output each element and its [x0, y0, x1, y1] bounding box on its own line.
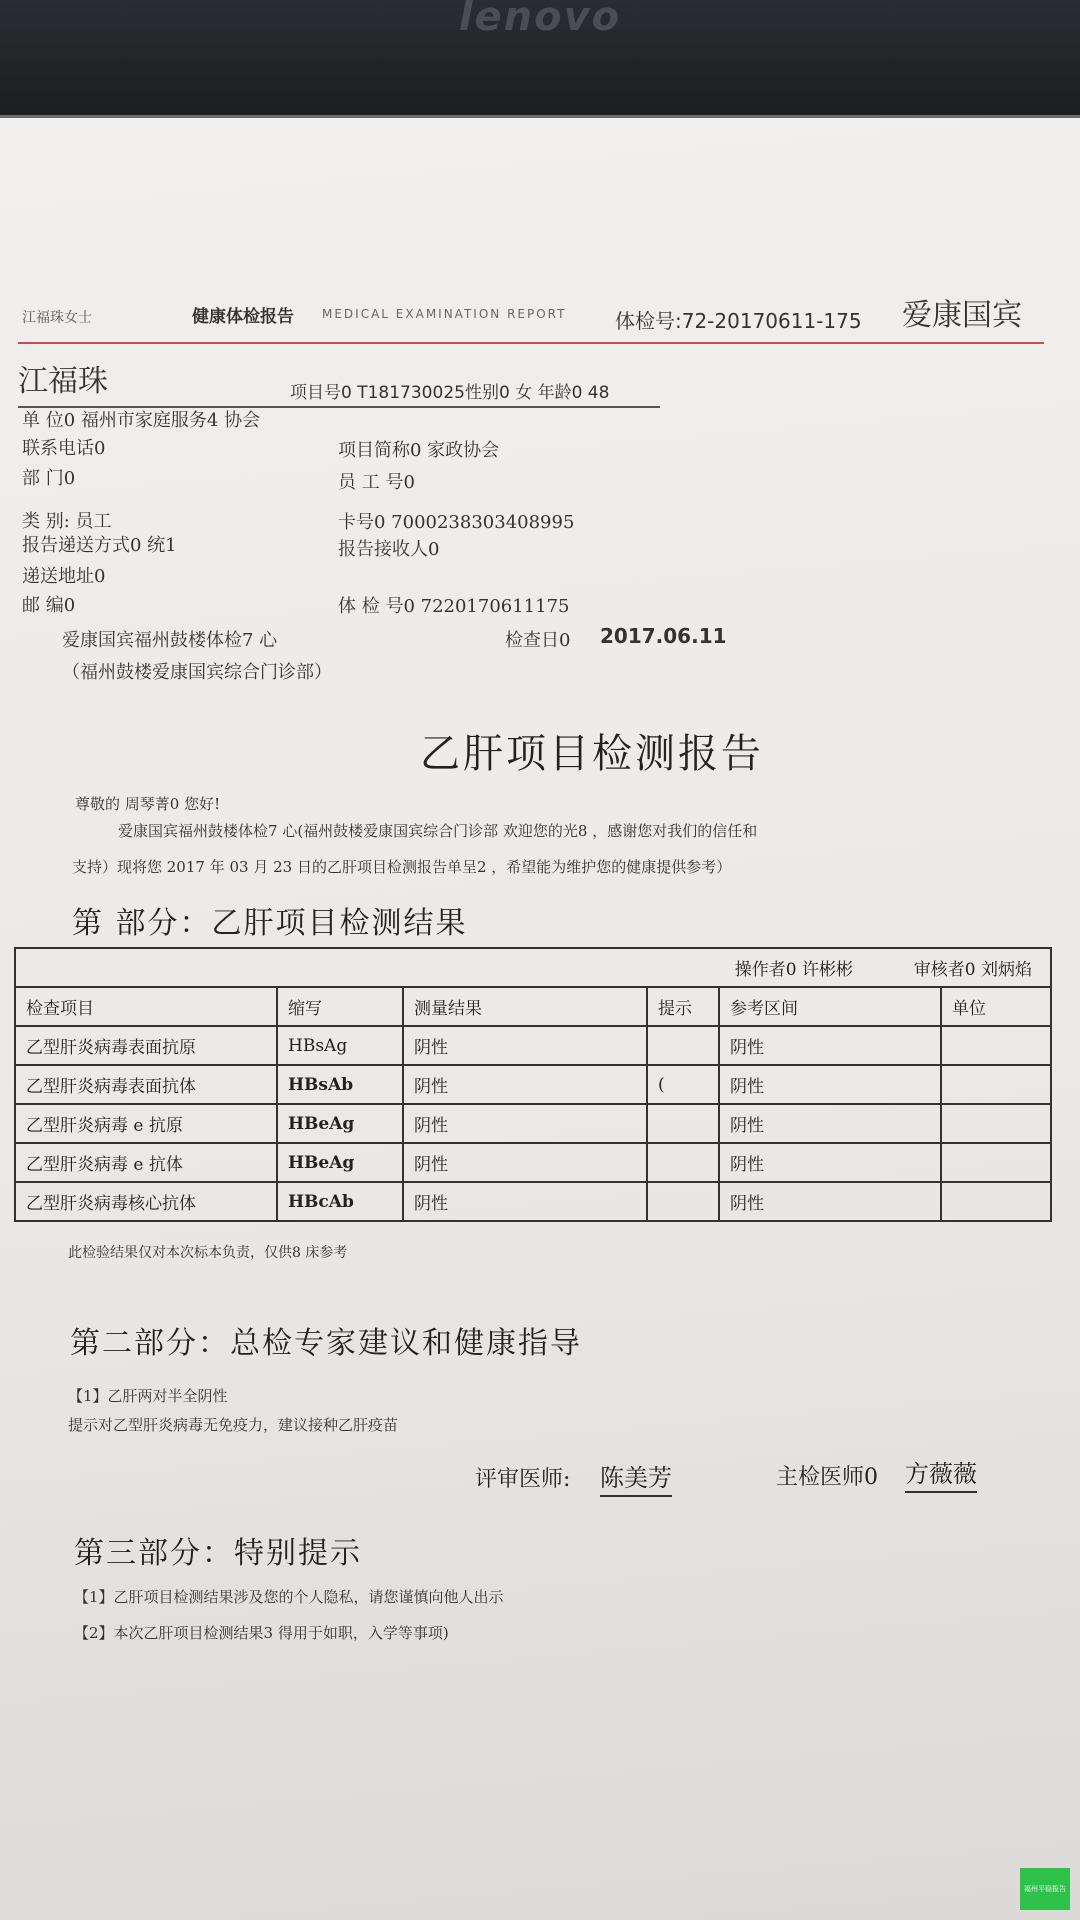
- part2-item-1-detail: 提示对乙型肝炎病毒无免疫力，建议接种乙肝疫苗: [68, 1416, 399, 1434]
- cell-result: 阴性: [403, 1182, 647, 1221]
- cell-hint: [647, 1182, 719, 1221]
- header-result: 测量结果: [403, 987, 647, 1026]
- cell-result: 阴性: [403, 1104, 647, 1143]
- results-table: [14, 947, 1052, 1222]
- header-hint: 提示: [647, 987, 719, 1026]
- header-unit: 单位: [941, 987, 1051, 1026]
- table-row: [15, 1026, 1051, 1065]
- intro-line-1: 爱康国宾福州鼓楼体检7 心(福州鼓楼爱康国宾综合门诊部 欢迎您的光8 ，感谢您对我们的信任和: [118, 822, 758, 840]
- cell-item: 乙型肝炎病毒表面抗体: [15, 1065, 277, 1104]
- header-report-title: 健康体检报告: [192, 307, 294, 327]
- part3-item-1: 【1】乙肝项目检测结果涉及您的个人隐私，请您谨慎向他人出示: [74, 1588, 504, 1606]
- table-signoff-row: [15, 948, 1051, 987]
- phone-field: 联系电话0: [22, 438, 106, 459]
- part3-title: 第三部分：特别提示: [74, 1536, 362, 1571]
- table-row: [15, 1104, 1051, 1143]
- table-row: [15, 1182, 1051, 1221]
- cell-result: 阴性: [403, 1065, 647, 1104]
- center-name: 爱康国宾福州鼓楼体检7 心: [62, 630, 278, 651]
- part1-title: 第 部分：乙肝项目检测结果: [72, 906, 468, 941]
- cell-hint: [647, 1143, 719, 1182]
- clinic-name: （福州鼓楼爱康国宾综合门诊部）: [62, 662, 332, 683]
- part2-title: 第二部分：总检专家建议和健康指导: [70, 1326, 582, 1361]
- cell-reference: 阴性: [719, 1104, 941, 1143]
- table-row: [15, 1143, 1051, 1182]
- cell-abbr: HBsAg: [277, 1026, 403, 1065]
- operator-label: 操作者0 许彬彬: [734, 960, 853, 980]
- signoff-cell: [15, 948, 1051, 987]
- watermark-badge: 福州平稳报告: [1020, 1868, 1070, 1910]
- report-title: 乙肝项目检测报告: [420, 731, 764, 777]
- check-date-label: 检查日0: [505, 630, 571, 651]
- employee-no-field: 员 工 号0: [338, 472, 415, 493]
- cell-unit: [941, 1104, 1051, 1143]
- header-reference: 参考区间: [719, 987, 941, 1026]
- laptop-bezel: [0, 0, 1080, 115]
- lenovo-logo: lenovo: [458, 0, 622, 40]
- cell-abbr: HBeAg: [277, 1104, 403, 1143]
- intro-line-2: 支持）现将您 2017 年 03 月 23 日的乙肝项目检测报告单呈2 ，希望能为维护您的健康提供参考）: [72, 858, 732, 876]
- cell-unit: [941, 1065, 1051, 1104]
- patient-name: 江福珠: [18, 364, 108, 399]
- delivery-method-field: 报告递送方式0 统1: [22, 535, 177, 556]
- header-abbr: 缩写: [277, 987, 403, 1026]
- part2-item-1: 【1】乙肝两对半全阴性: [68, 1387, 228, 1405]
- review-doctor-signature: 陈美芳: [600, 1458, 672, 1497]
- cell-abbr: HBcAb: [277, 1182, 403, 1221]
- check-date-value: 2017.06.11: [600, 624, 727, 648]
- cell-item: 乙型肝炎病毒 e 抗体: [15, 1143, 277, 1182]
- cell-item: 乙型肝炎病毒核心抗体: [15, 1182, 277, 1221]
- cell-reference: 阴性: [719, 1065, 941, 1104]
- cell-item: 乙型肝炎病毒 e 抗原: [15, 1104, 277, 1143]
- header-divider: [18, 342, 1044, 344]
- cell-result: 阴性: [403, 1143, 647, 1182]
- check-no-field: 体 检 号0 7220170611175: [338, 596, 570, 617]
- cell-hint: [647, 1026, 719, 1065]
- postcode-field: 邮 编0: [22, 595, 76, 616]
- chief-doctor-signature: 方薇薇: [905, 1454, 977, 1493]
- cell-unit: [941, 1182, 1051, 1221]
- dept-field: 部 门0: [22, 468, 76, 489]
- cell-reference: 阴性: [719, 1026, 941, 1065]
- category-field: 类 别: 员工: [22, 511, 112, 532]
- header-report-title-en: MEDICAL EXAMINATION REPORT: [322, 307, 567, 321]
- table-row: [15, 1065, 1051, 1104]
- unit-field: 单 位0 福州市家庭服务4 协会: [22, 410, 261, 431]
- cell-result: 阴性: [403, 1026, 647, 1065]
- cell-hint: (: [647, 1065, 719, 1104]
- cell-reference: 阴性: [719, 1143, 941, 1182]
- table-footnote: 此检验结果仅对本次标本负责，仅供8 床参考: [68, 1245, 348, 1261]
- chief-doctor-label: 主检医师0: [776, 1465, 878, 1490]
- cell-unit: [941, 1143, 1051, 1182]
- address-field: 递送地址0: [22, 566, 106, 587]
- table-header-row: [15, 987, 1051, 1026]
- header-patient-name: 江福珠女士: [22, 310, 92, 326]
- reviewer-label: 审核者0 刘炳焰: [913, 960, 1032, 980]
- greeting: 尊敬的 周琴菁0 您好!: [75, 795, 221, 813]
- cell-hint: [647, 1104, 719, 1143]
- review-doctor-label: 评审医师:: [475, 1467, 571, 1492]
- project-abbr-field: 项目简称0 家政协会: [338, 440, 500, 461]
- card-no-field: 卡号0 7000238303408995: [338, 512, 575, 533]
- header-item: 检查项目: [15, 987, 277, 1026]
- cell-unit: [941, 1026, 1051, 1065]
- cell-abbr: HBsAb: [277, 1065, 403, 1104]
- receiver-field: 报告接收人0: [338, 539, 440, 560]
- header-exam-number: 体检号:72-20170611-175: [615, 309, 862, 333]
- cell-abbr: HBeAg: [277, 1143, 403, 1182]
- cell-item: 乙型肝炎病毒表面抗原: [15, 1026, 277, 1065]
- part3-item-2: 【2】本次乙肝项目检测结果3 得用于如职，入学等事项): [74, 1624, 449, 1642]
- cell-reference: 阴性: [719, 1182, 941, 1221]
- brand-logo-text: 爱康国宾: [902, 298, 1022, 333]
- project-line: 项目号0 T181730025性别0 女 年龄0 48: [290, 383, 610, 403]
